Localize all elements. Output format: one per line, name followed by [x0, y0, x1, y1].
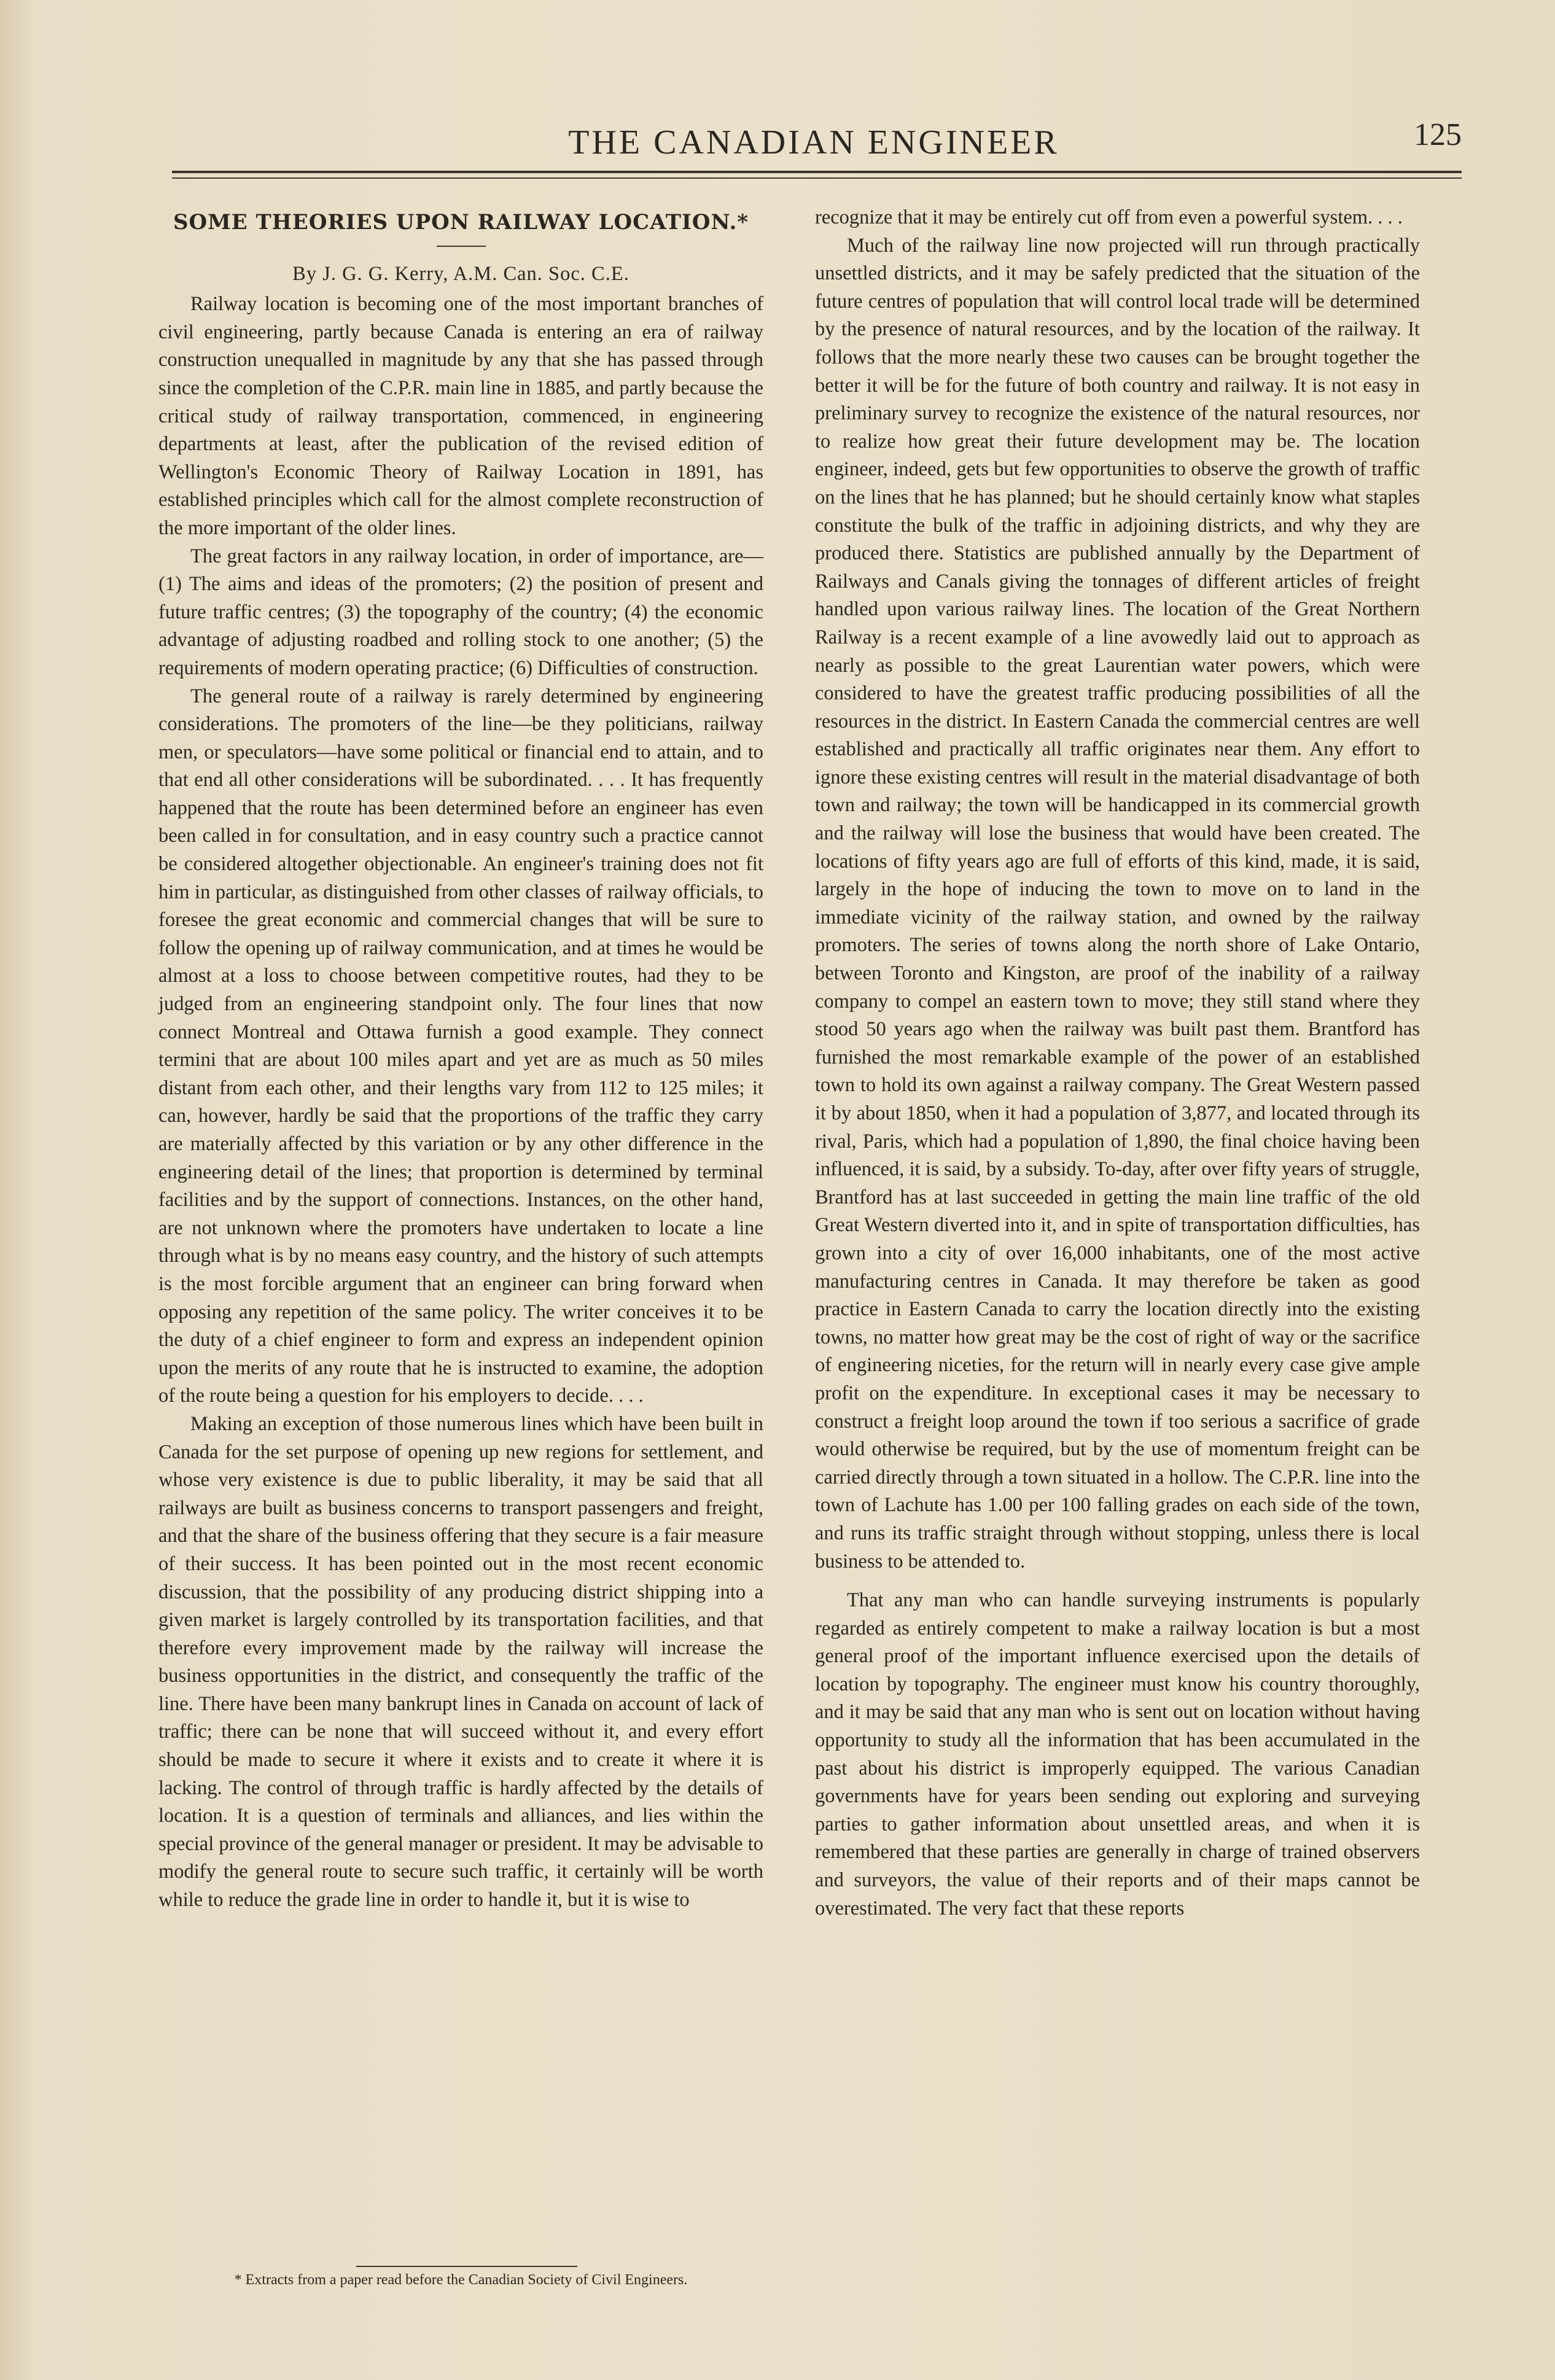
title-divider	[437, 246, 486, 247]
paragraph: Much of the railway line now projected will run through practically unsettled districts, and it may be safely predicted that the situation of the future centres of population that will control local trade will be determined by the presence of natural resources, and by the location of the railway. It follows that the more nearly these two causes can be brought together the better it will be for the future of both country and railway. It is not easy in preliminary survey to recognize the existence of the natural resources, nor to realize how great their future development may be. The location engineer, indeed, gets but few opportunities to observe the growth of traffic on the lines that he has planned; but he should certainly know what staples constitute the bulk of the traffic in adjoining districts, and why they are produced there. Statistics are published annually by the Department of Railways and Canals giving the tonnages of different articles of freight handled upon various railway lines. The location of the Great Northern Railway is a recent example of a line avowedly laid out to approach as nearly as possible to the great Laurentian water powers, which were considered to have the greatest traffic producing possibilities of all the resources in the district. In Eastern Canada the commercial centres are well established and practically all traffic originates near them. Any effort to ignore these existing centres will result in the material disadvantage of both town and railway; the town will be handicapped in its commercial growth and the railway will lose the business that would have been created. The locations of fifty years ago are full of efforts of this kind, made, it is said, largely in the hope of inducing the town to move on to land in the immediate vicinity of the railway station, and owned by the railway promoters. The series of towns along the north shore of Lake Ontario, between Toronto and Kingston, are proof of the inability of a railway company to compel an eastern town to move; they still stand where they stood 50 years ago when the railway was built past them. Brantford has furnished the most remarkable example of the power of an established town to hold its own against a railway company. The Great Western passed it by about 1850, when it had a population of 3,877, and located through its rival, Paris, which had a population of 1,890, the final choice having been influenced, it is said, by a subsidy. To-day, after over fifty years of struggle, Brantford has at last succeeded in getting the main line traffic of the old Great Western diverted into it, and in spite of transportation difficulties, has grown into a city of over 16,000 inhabitants, one of the most active manufacturing centres in Canada. It may therefore be taken as good practice in Eastern Canada to carry the location directly into the existing towns, no matter how great may be the cost of right of way or the sacrifice of engineering niceties, for the return will in nearly every case give ample profit on the expenditure. In exceptional cases it may be necessary to construct a freight loop around the town if too serious a sacrifice of grade would otherwise be required, but by the use of momentum freight can be carried directly through a town situated in a hollow. The C.P.R. line into the town of Lachute has 1.00 per 100 falling grades on each side of the town, and runs its traffic straight through without stopping, unless there is local business to be attended to.	[815, 234, 1420, 1573]
right-column	[815, 204, 1420, 1923]
paragraph: The great factors in any railway location, in order of importance, are— (1) The aims and ideas of the promoters; (2) the position of present and future traffic centres; (3) the topography of the country; (4) the economic advantage of adjusting roadbed and rolling stock to one another; (5) the requirements of modern operating practice; (6) Difficulties of construction.	[158, 545, 763, 679]
header-rule-thick	[172, 171, 1462, 173]
article-title: SOME THEORIES UPON RAILWAY LOCATION.*	[173, 210, 749, 235]
paragraph: Making an exception of those numerous lines which have been built in Canada for the set purpose of opening up new regions for settlement, and whose very existence is due to public liberality, it may be said that all railways are built as business concerns to transport passengers and freight, and that the share of the business offering that they secure is a fair measure of their success. It has been pointed out in the most recent economic discussion, that the possibility of any producing district shipping into a given market is largely controlled by its transportation facilities, and that therefore every improvement made by the railway will increase the business opportunities in the district, and consequently the traffic of the line. There have been many bankrupt lines in Canada on account of lack of traffic; there can be none that will succeed without it, and every effort should be made to secure it where it exists and to create it where it is lacking. The control of through traffic is hardly affected by the details of location. It is a question of terminals and alliances, and lies within the special province of the general manager or president. It may be advisable to modify the general route to secure such traffic, it certainly will be worth while to reduce the grade line in order to handle it, but it is wise to	[158, 1412, 763, 1911]
journal-title: THE CANADIAN ENGINEER	[568, 123, 1059, 161]
left-column	[158, 204, 763, 1915]
paragraph: Railway location is becoming one of the most important branches of civil engineering, partly because Canada is entering an era of railway construction unequalled in magnitude by any that she has passed through since the completion of the C.P.R. main line in 1885, and partly because the critical study of railway transportation, commenced, in engineering departments at least, after the publication of the revised edition of Wellington's Economic Theory of Railway Location in 1891, has established principles which call for the almost complete reconstruction of the more important of the older lines.	[158, 293, 763, 539]
footnote: * Extracts from a paper read before the Canadian Society of Civil Engineers.	[234, 2272, 688, 2288]
running-header	[166, 117, 1462, 166]
paragraph: recognize that it may be entirely cut off from even a powerful system. . . .	[815, 206, 1403, 228]
page-number: 125	[1414, 117, 1462, 152]
paragraph: That any man who can handle surveying instruments is popularly regarded as entirely competent to make a railway location is but a most general proof of the important influence exercised upon the details of location by topography. The engineer must know his country thoroughly, and it may be said that any man who is sent out on location without having opportunity to study all the information that has been accumulated in the past about his district is improperly equipped. The various Canadian governments have for years been sending out exploring and surveying parties to gather information about unsettled areas, and when it is remembered that these parties are generally in charge of trained observers and surveyors, the value of their reports and of their maps cannot be overestimated. The very fact that these reports	[815, 1589, 1420, 1919]
paragraph: The general route of a railway is rarely determined by engineering considerations. The promoters of the line—be they politicians, railway men, or speculators—have some political or financial end to attain, and to that end all other considerations will be subordinated. . . . It has frequently happened that the route has been determined before an engineer has even been called in for consultation, and in easy country such a practice cannot be considered altogether objectionable. An engineer's training does not fit him in particular, as distinguished from other classes of railway officials, to foresee the great economic and commercial changes that will be sure to follow the opening up of railway communication, and at times he would be almost at a loss to choose between competitive routes, had they to be judged from an engineering standpoint only. The four lines that now connect Montreal and Ottawa furnish a good example. They connect termini that are about 100 miles apart and yet are as much as 50 miles distant from each other, and their lengths vary from 112 to 125 miles; it can, however, hardly be said that the proportions of the traffic they carry are materially affected by this variation or by any other difference in the engineering detail of the lines; that proportion is determined by terminal facilities and by the support of connections. Instances, on the other hand, are not unknown where the promoters have undertaken to locate a line through what is by no means easy country, and the history of such attempts is the most forcible argument that an engineer can bring forward when opposing any repetition of the same policy. The writer conceives it to be the duty of a chief engineer to form and express an independent opinion upon the merits of any route that he is instructed to examine, the adoption of the route being a question for his employers to decide. . . .	[158, 685, 763, 1407]
header-rule-thin	[172, 177, 1462, 179]
byline: By J. G. G. Kerry, A.M. Can. Soc. C.E.	[292, 262, 629, 285]
footnote-divider	[356, 2266, 577, 2267]
